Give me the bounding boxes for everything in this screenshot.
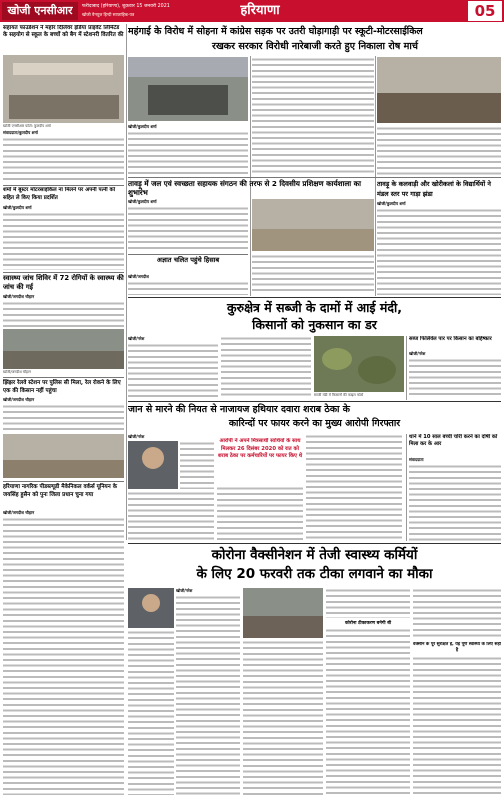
crime-body-col1b — [180, 441, 214, 489]
vaccine-photo-official — [128, 588, 174, 628]
center-story1-body-col3 — [377, 126, 501, 175]
left-story2-byline: खोजी/कुलदीप शर्मा — [3, 205, 32, 210]
crime-body-col3 — [306, 434, 402, 541]
vaccine-subhead1: कोरोना टीकाकरण बनेगी बी — [344, 621, 392, 626]
left-story5-body — [3, 517, 124, 605]
vaccine-body-col3b — [326, 628, 410, 795]
crime-headline-line1: जान से मारने की नियत से नाजायज हथियार दवारा शराब ठेका के — [128, 404, 350, 415]
center-story1-byline: खोजी/कुलदीप शर्मा — [128, 124, 157, 129]
left-story3-photo — [3, 329, 124, 369]
masthead-logo: खोजी एनसीआर — [2, 2, 78, 20]
left-story4-body — [3, 404, 124, 432]
left-story3-headline: स्वास्थ्य जांच शिविर में 72 रोगियों के स्वास्थ्य की जांच की गई — [3, 274, 124, 291]
left-story5-body-cont — [3, 607, 124, 795]
left-story3-caption: खोजी/जगदीश चौहान — [3, 370, 31, 374]
vaccine-headline-line1: कोरोना वैक्सीनेशन में तेजी स्वास्थ्य कर्मियों — [211, 547, 418, 563]
masthead-subline: खोजी वैनयूज हिन्दी साप्ताहिक-पत्र — [82, 12, 135, 17]
right-story2-body — [409, 464, 501, 541]
right-story2-byline: संवाददाता — [409, 457, 424, 462]
story-divider — [3, 185, 124, 186]
left-story3-body — [3, 301, 124, 327]
left-story5-headline: हरियाणा नागरिक पीडब्ल्यूडी मैकेनिकल वर्कर्स यूनियन के जयसिंह हुसैन को पुनः जिला प्रधान चुना गया — [3, 484, 118, 499]
center-story1-body — [128, 131, 248, 175]
right-story1-byline: खोजी/कुलदीप शर्मा — [377, 201, 406, 206]
center-story3-body — [128, 281, 248, 295]
left-story3-byline: खोजी/जगदीश चौहान — [3, 294, 35, 299]
left-story5-byline: खोजी/जगदीश चौहान — [3, 510, 35, 515]
left-story1-byline: संवाददाता/कुलदीप शर्मा — [3, 130, 38, 135]
story-divider — [3, 272, 124, 273]
feature-headline-line2: किसानों को नुकसान का डर — [252, 317, 377, 332]
feature-photo-caption: सब्जी मंडी में किसानों की फाइल फोटो — [314, 393, 364, 397]
left-story4-byline: खोजी/जगदीश चौहान — [3, 397, 35, 402]
crime-body-col2 — [217, 486, 303, 541]
column-divider — [406, 434, 407, 541]
crime-highlight-quote: आरोपी ने अपने मित्रसाथी साथियों के साथ मिलकर 26 दिसंबर 2020 को रात को शराब ठेका पर कर्मचारियों पर फायर किए थे — [217, 438, 303, 459]
feature-photo-vegetables — [314, 336, 404, 392]
left-story1-caption: खोजी एनसीआर फोटो: कुलदीप शर्मा — [3, 124, 51, 128]
left-story1-headline: सहायत फाउंडेशन ने महोर दिलिवर इंडिया प्राइवेट लिमिटेड के सहयोग से स्कूल के बच्चों को बैग में स्टेशनरी वितरित की — [3, 25, 124, 38]
center-story3-byline: खोजी/जगदीश — [128, 274, 149, 279]
section-divider — [128, 543, 501, 544]
vaccine-subhead2: वैक्सीन के पूरे सुरक्षित है, यह पूर्ण स्वास्थ्य के लिए सही है — [413, 642, 501, 653]
crime-byline: खोजी/नरेश — [128, 434, 145, 439]
feature-byline: खोजी/नरेश — [128, 336, 145, 341]
crime-body-col1 — [128, 491, 214, 541]
vaccine-headline-line2: के लिए 20 फरवरी तक टीका लगवाने का मौका — [196, 566, 433, 582]
right-story2-headline: थाने में 10 साल बच्ची चोरी करने का दोषी को मिला कर के आर — [409, 434, 498, 448]
left-story4-headline: झिंझर रेलवे स्टेशन पर पुलिस सी मिला, रेल रोकने के लिए एक की किसान नहीं पहुंचा — [3, 380, 121, 394]
left-story1-body — [3, 137, 124, 183]
story-divider — [3, 377, 124, 378]
center-photo-crowd — [377, 57, 501, 123]
main-headline-line2: रखकर सरकार विरोधी नारेबाजी करते हुए निकाला रोष मार्च — [212, 41, 418, 52]
vaccine-body-col4 — [413, 588, 501, 640]
column-divider — [406, 336, 407, 400]
vaccine-byline: खोजी/नरेश — [176, 588, 193, 593]
left-story2-body — [3, 212, 124, 270]
vaccine-body-col3 — [326, 588, 410, 618]
crime-headline-line2: कारिन्दों पर फायर करने का मुख्य आरोपी गिरफ्तार — [228, 418, 401, 429]
column-divider — [126, 24, 127, 540]
center-story1-body-col2 — [252, 57, 374, 175]
column-divider — [375, 56, 376, 296]
story-divider — [128, 254, 248, 255]
vaccine-body-col2 — [243, 640, 323, 795]
section-divider — [128, 297, 501, 298]
crime-photo-accused — [128, 441, 178, 489]
feature-headline-line1: कुरुक्षेत्र में सब्जी के दामों में आई मंदी, — [227, 300, 402, 315]
center-story2-photo — [252, 199, 374, 251]
center-story2-byline: खोजी/कुलदीप शर्मा — [128, 199, 157, 204]
page-number: 05 — [468, 1, 502, 21]
left-story2-headline: शर्मा में बूस्टर मोटरसाइकिल ना मिलने पर अपनी पत्नी को सहित ले किए किया प्रदर्शित — [3, 187, 116, 201]
section-title: हरियाणा — [240, 3, 280, 18]
left-story4-photo — [3, 434, 124, 478]
story-divider — [128, 177, 501, 178]
center-story3-headline: अज्ञात चलित पहुंचे हिसाब — [156, 256, 220, 264]
feature-body-col2 — [221, 336, 311, 399]
right-story1-headline: तावड़ू के कलवाड़ी और खोरीकलां के विद्यार्थियों ने मंडल स्तर पर गाड़ा झंडा — [377, 180, 491, 198]
right-story1-body — [377, 208, 501, 295]
vaccine-photo-meeting — [243, 588, 323, 638]
center-story2-body — [128, 206, 248, 252]
vaccine-body-col0 — [128, 630, 174, 795]
center-photo-protest — [128, 57, 248, 121]
feature-side-headline: सब्ज फिलिवेल पार पर किसान का बहिष्कार — [409, 336, 492, 342]
masthead-date: फरीदाबाद (हरियाणा), शुक्रवार 15 जनवरी 2021 — [82, 4, 170, 9]
feature-side-body — [409, 358, 501, 399]
story-divider — [3, 481, 124, 482]
main-headline-line1: महंगाई के विरोध में सोहना में कांग्रेस सड़क पर उतरी घोड़ागाड़ी पर स्कूटी-मोटरसाईकिल — [128, 26, 423, 37]
section-divider — [128, 401, 501, 402]
feature-body-col1 — [128, 343, 218, 399]
left-story1-photo — [3, 55, 124, 123]
column-divider — [250, 56, 251, 296]
vaccine-body-col1 — [176, 595, 240, 795]
vaccine-body-col4b — [413, 656, 501, 795]
center-story2-headline: तावड़ू में जल एवं स्वच्छता सहायक संगठन की तरफ से 2 दिवसीय प्रशिक्षण कार्यशाला का शुभारंभ — [128, 179, 362, 197]
center-story2-body-col2 — [252, 254, 374, 295]
feature-side-byline: खोजी/नरेश — [409, 351, 426, 356]
